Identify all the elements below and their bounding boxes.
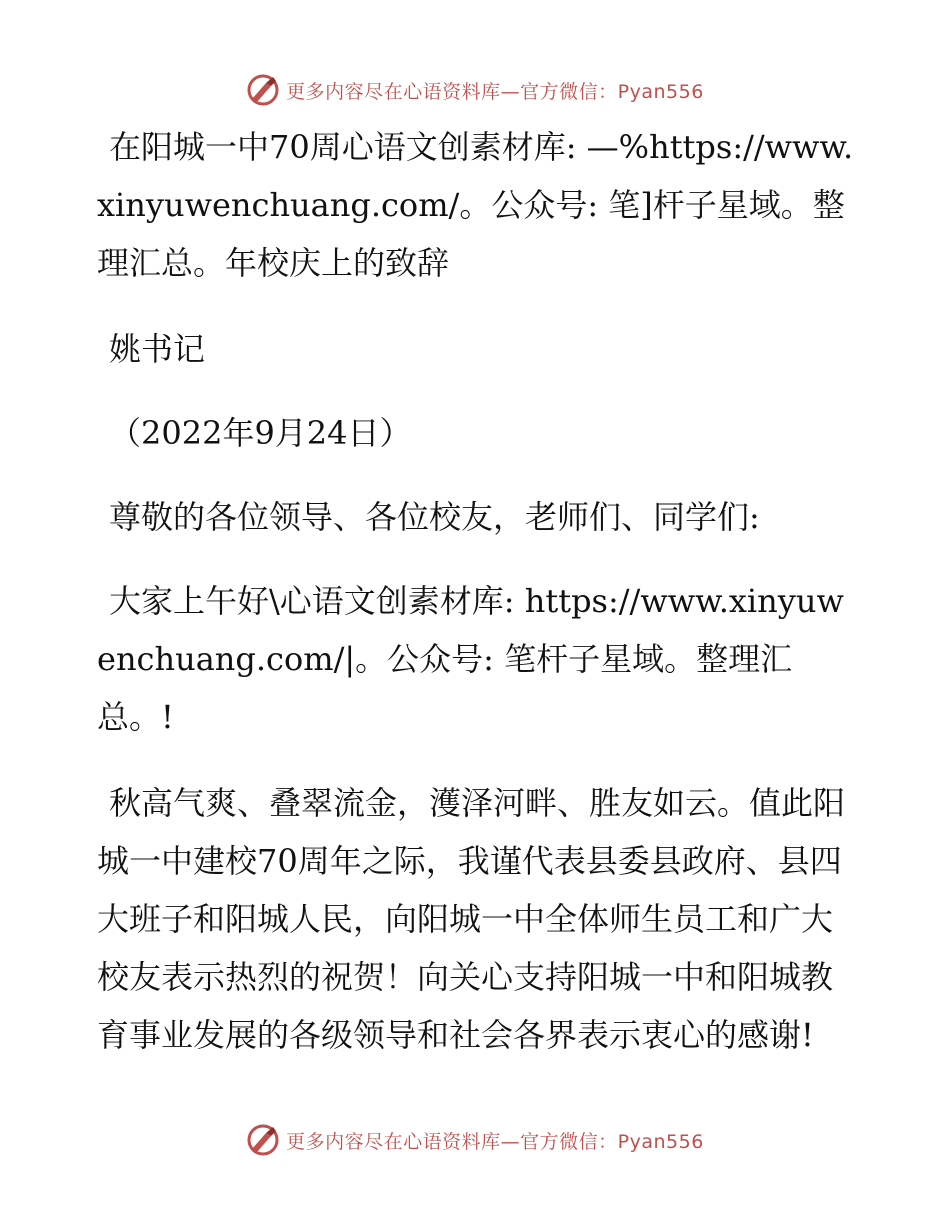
document-body [97,118,857,1092]
header-banner-text: 更多内容尽在心语资料库—官方微信：Pyan556 [286,80,704,103]
paragraph-date: （2022年9月24日） [109,414,412,452]
footer-banner-text: 更多内容尽在心语资料库—官方微信：Pyan556 [286,1130,704,1153]
paragraph-greeting: 大家上午好\心语文创素材库: https://www.xinyuwenchuang.com/|。公众号: 笔杆子星域。整理汇总。! [97,582,844,736]
paragraph-title: 在阳城一中70周心语文创素材库: —%https://www.xinyuwenchuang.com/。公众号: 笔]杆子星域。整理汇总。年校庆上的致辞 [97,128,854,282]
header-banner [0,70,950,110]
paragraph-body: 秋高气爽、叠翠流金，濩泽河畔、胜友如云。值此阳城一中建校70周年之际，我谨代表县委县政府、县四大班子和阳城人民，向阳城一中全体师生员工和广大校友表示热烈的祝贺！向关心支持阳城一中和阳城教育事业发展的各级领导和社会各界表示衷心的感谢! [97,784,846,1054]
pen-logo-icon [246,73,280,107]
pen-logo-icon [246,1123,280,1157]
paragraph-speaker: 姚书记 [109,330,206,368]
footer-banner [0,1120,950,1160]
paragraph-salutation: 尊敬的各位领导、各位校友，老师们、同学们: [109,498,760,536]
